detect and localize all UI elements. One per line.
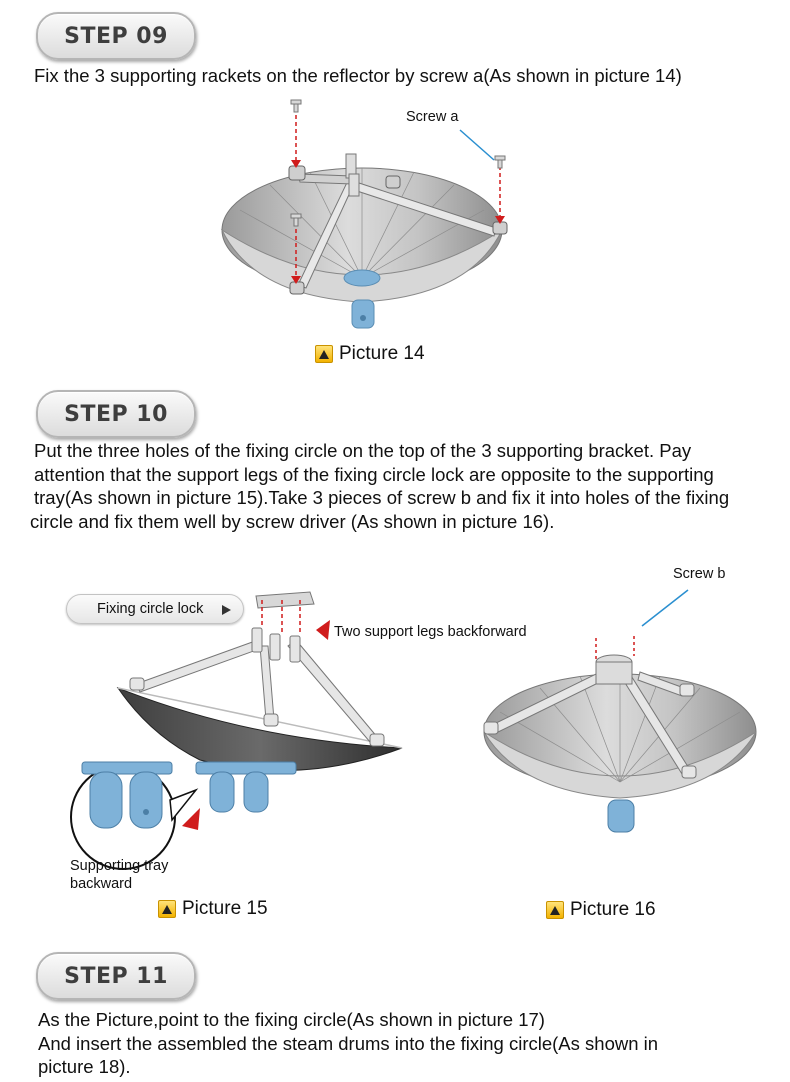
warning-triangle-icon xyxy=(158,900,176,918)
play-arrow-icon xyxy=(222,605,231,615)
picture-14-label: Picture 14 xyxy=(339,343,425,364)
step-11-title: STEP 11 xyxy=(64,963,168,989)
step-09-title: STEP 09 xyxy=(64,23,168,49)
step-10-line: Put the three holes of the fixing circle on the top of the 3 supporting bracket. Pay xyxy=(34,440,692,461)
reflector-dish-14 xyxy=(222,154,507,328)
step-11-line: As the Picture,point to the fixing circle(As shown in picture 17) xyxy=(38,1009,545,1030)
step-10-instruction xyxy=(30,439,730,533)
screw-b-label: Screw b xyxy=(673,566,726,582)
warning-triangle-icon xyxy=(546,901,564,919)
picture-15-label: Picture 15 xyxy=(182,898,268,919)
step-11-badge xyxy=(36,952,196,1000)
picture-16-caption xyxy=(546,899,656,921)
step-10-badge xyxy=(36,390,196,438)
fixing-circle-lock-text: Fixing circle lock xyxy=(97,601,204,617)
step-10-line: attention that the support legs of the fixing circle lock are opposite to the supporting xyxy=(34,463,714,485)
picture-16-label: Picture 16 xyxy=(570,899,656,920)
step-10-line: tray(As shown in picture 15).Take 3 pieces of screw b and fix it into holes of the fixing xyxy=(34,487,730,508)
screw-a-label: Screw a xyxy=(406,109,459,125)
picture-14-caption xyxy=(315,343,425,365)
step-10-title: STEP 10 xyxy=(64,401,168,427)
step-09-instruction: Fix the 3 supporting rackets on the reflector by screw a(As shown in picture 14) xyxy=(34,65,682,86)
warning-triangle-icon xyxy=(315,345,333,363)
supporting-tray-label-2: backward xyxy=(70,876,133,892)
fixing-circle-lock-label xyxy=(66,594,244,624)
picture-15-caption xyxy=(158,898,268,920)
step-10-line: circle and fix them well by screw driver (As shown in picture 16). xyxy=(30,510,555,532)
step-11-instruction xyxy=(38,1008,658,1079)
supporting-tray-label-1: Supporting tray xyxy=(70,858,169,874)
support-legs-label: Two support legs backforward xyxy=(334,624,527,640)
step-11-line: And insert the assembled the steam drums into the fixing circle(As shown in xyxy=(38,1032,659,1054)
step-11-line: picture 18). xyxy=(38,1056,131,1077)
